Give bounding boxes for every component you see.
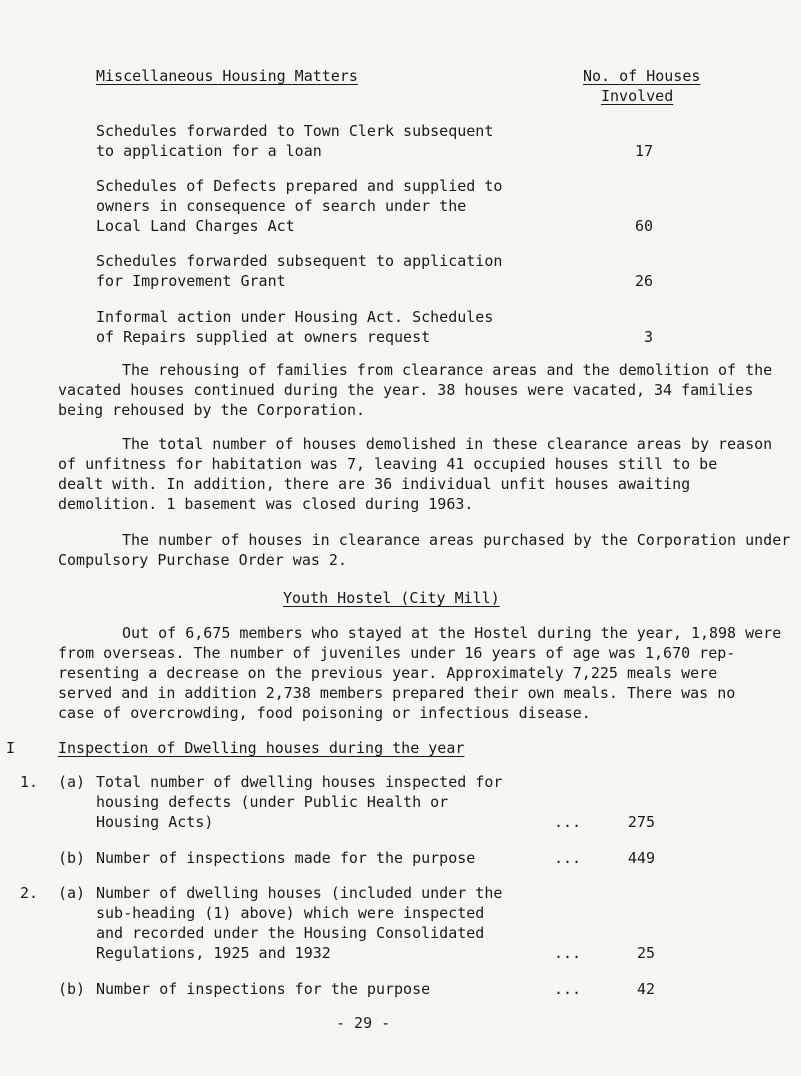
item-number: 2. xyxy=(20,884,39,902)
leader-dots: ... xyxy=(554,849,582,867)
item-text: Number of inspections for the purpose xyxy=(96,980,431,998)
item-label: (b) xyxy=(58,980,86,998)
item-text: Housing Acts) xyxy=(96,813,214,831)
paragraph-line: Out of 6,675 members who stayed at the Hostel during the year, 1,898 were xyxy=(122,624,782,642)
item-value: 42 xyxy=(636,980,655,998)
paragraph-line: resenting a decrease on the previous year. Approximately 7,225 meals were xyxy=(58,664,718,682)
misc-item-text: for Improvement Grant xyxy=(96,272,286,290)
misc-item-value: 17 xyxy=(634,142,653,160)
leader-dots: ... xyxy=(554,980,582,998)
paragraph-line: The number of houses in clearance areas purchased by the Corporation under xyxy=(122,531,791,549)
misc-item-text: owners in consequence of search under the xyxy=(96,197,467,215)
misc-item-text: Schedules of Defects prepared and supplied to xyxy=(96,177,503,195)
item-text: housing defects (under Public Health or xyxy=(96,793,449,811)
paragraph-line: The rehousing of families from clearance areas and the demolition of the xyxy=(122,361,773,379)
leader-dots: ... xyxy=(554,944,582,962)
item-value: 25 xyxy=(636,944,655,962)
item-label: (b) xyxy=(58,849,86,867)
item-number: 1. xyxy=(20,773,39,791)
leader-dots: ... xyxy=(554,813,582,831)
item-text: Regulations, 1925 and 1932 xyxy=(96,944,331,962)
paragraph-line: Compulsory Purchase Order was 2. xyxy=(58,551,347,569)
item-text: Number of dwelling houses (included under the xyxy=(96,884,503,902)
page-number: - 29 - xyxy=(336,1014,391,1032)
column-header-line2: Involved xyxy=(601,87,674,105)
misc-item-text: Local Land Charges Act xyxy=(96,217,295,235)
misc-item-text: Schedules forwarded subsequent to application xyxy=(96,252,503,270)
item-text: Number of inspections made for the purpose xyxy=(96,849,476,867)
paragraph-line: vacated houses continued during the year. 38 houses were vacated, 34 families xyxy=(58,381,754,399)
paragraph-line: of unfitness for habitation was 7, leaving 41 occupied houses still to be xyxy=(58,455,718,473)
item-value: 449 xyxy=(627,849,655,867)
misc-item-value: 60 xyxy=(634,217,653,235)
paragraph-line: from overseas. The number of juveniles under 16 years of age was 1,670 rep- xyxy=(58,644,736,662)
item-label: (a) xyxy=(58,773,86,791)
section-title: Miscellaneous Housing Matters xyxy=(96,67,358,85)
item-text: and recorded under the Housing Consolidated xyxy=(96,924,485,942)
item-label: (a) xyxy=(58,884,86,902)
youth-hostel-heading: Youth Hostel (City Mill) xyxy=(283,589,500,607)
misc-item-text: Schedules forwarded to Town Clerk subsequent xyxy=(96,122,494,140)
paragraph-line: The total number of houses demolished in these clearance areas by reason xyxy=(122,435,773,453)
misc-item-value: 3 xyxy=(643,328,653,346)
misc-item-text: Informal action under Housing Act. Schedules xyxy=(96,308,494,326)
section-numeral: I xyxy=(6,739,16,757)
paragraph-line: dealt with. In addition, there are 36 individual unfit houses awaiting xyxy=(58,475,691,493)
inspection-heading: Inspection of Dwelling houses during the year xyxy=(58,739,465,757)
item-text: sub-heading (1) above) which were inspected xyxy=(96,904,485,922)
item-text: Total number of dwelling houses inspected for xyxy=(96,773,503,791)
paragraph-line: being rehoused by the Corporation. xyxy=(58,401,366,419)
paragraph-line: served and in addition 2,738 members prepared their own meals. There was no xyxy=(58,684,736,702)
misc-item-text: to application for a loan xyxy=(96,142,322,160)
item-value: 275 xyxy=(627,813,655,831)
misc-item-text: of Repairs supplied at owners request xyxy=(96,328,431,346)
misc-item-value: 26 xyxy=(634,272,653,290)
column-header-line1: No. of Houses xyxy=(583,67,701,85)
paragraph-line: demolition. 1 basement was closed during 1963. xyxy=(58,495,474,513)
paragraph-line: case of overcrowding, food poisoning or infectious disease. xyxy=(58,704,591,722)
